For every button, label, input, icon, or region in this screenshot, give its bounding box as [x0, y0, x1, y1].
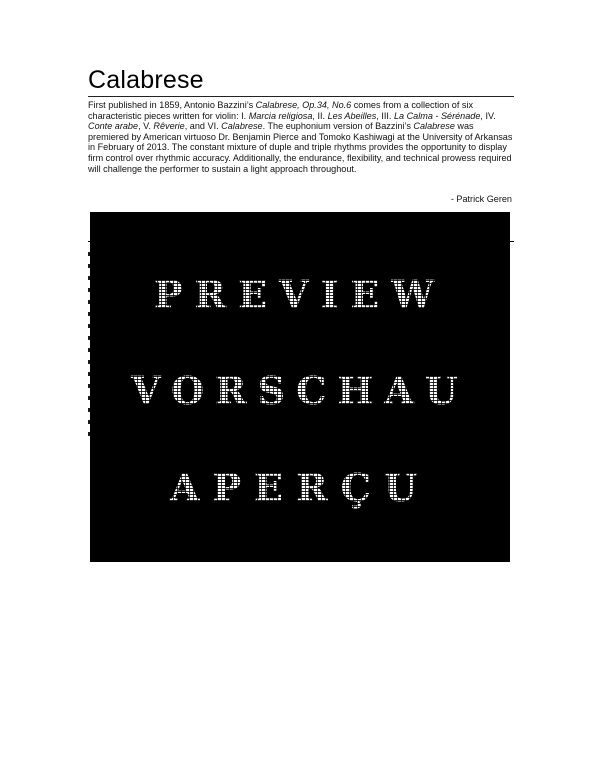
watermark-apercu-text: APERÇU — [90, 465, 510, 510]
italic-title-run: Rêverie — [153, 121, 185, 132]
note-text-run: First published in 1859, Antonio Bazzini’s — [88, 100, 256, 110]
italic-title-run: Calabrese, Op.34, No.6 — [255, 100, 352, 110]
note-text-run: , and VI. — [184, 121, 222, 132]
note-text-run: , IV. — [480, 110, 496, 121]
italic-title-run: Calabrese — [413, 121, 455, 132]
title-divider — [88, 96, 514, 97]
note-text-run: comes from a collection of six characteristic pieces written for violin: I. — [88, 100, 474, 121]
note-text-run: , II. — [312, 110, 328, 121]
note-text-run: was premiered by American virtuoso Dr. Benjamin Pierce and Tomoko Kashiwagi at the University of Arkansas in February of 2013. The constant mixture of duple and triple rhythms provides the opportunity to display firm control over rhythmic accuracy. Additionally, the endurance, flexibility, and technical prowess required will challenge the performer to sustain a light approach throughout. — [88, 121, 513, 174]
italic-title-run: Marcia religiosa — [248, 110, 313, 121]
author-signature: - Patrick Geren — [450, 194, 512, 204]
page-title: Calabrese — [88, 66, 204, 94]
italic-title-run: La Calma - Sérénade — [393, 110, 481, 121]
italic-title-run: Calabrese — [221, 121, 263, 132]
note-text-run: , III. — [376, 110, 394, 121]
watermark-vorschau-text: VORSCHAU — [90, 368, 510, 413]
italic-title-run: Les Abeilles — [327, 110, 377, 121]
preview-watermark-overlay — [90, 212, 510, 562]
note-text-run: , V. — [138, 121, 154, 132]
program-note — [88, 100, 514, 174]
note-text-run: . The euphonium version of Bazzini’s — [262, 121, 414, 132]
italic-title-run: Conte arabe — [88, 121, 139, 132]
watermark-preview-text: PREVIEW — [90, 272, 510, 317]
